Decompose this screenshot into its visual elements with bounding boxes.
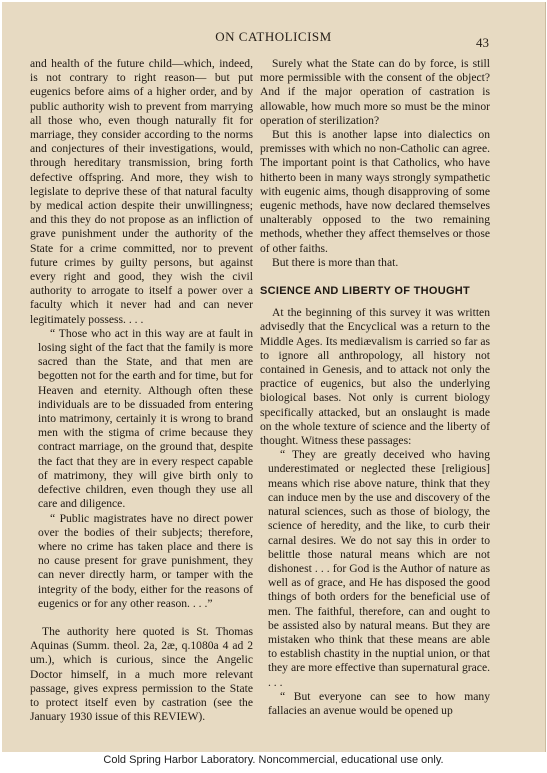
section-heading: SCIENCE AND LIBERTY OF THOUGHT xyxy=(260,285,471,298)
paragraph: and health of the future child—which, indeed, is not contrary to right reason— but put eugenics before aims of a higher order, and by public authority wish to prevent from marrying all those who, even though naturally fit for marriage, they consider according to the norms and conjectures of their investigations, would, through hereditary transmission, bring forth defective offspring. And more, they wish to legislate to deprive these of that natural faculty by medical action despite their unwillingness; and this they do not propose as an infliction of grave punishment under the authority of the State for a crime committed, nor to prevent future crimes by guilty persons, but against every right and good, they wish the civil authority to arrogate to itself a power over a faculty which it never had and can never legitimately possess. . . . xyxy=(30,57,253,326)
paragraph: The authority here quoted is St. Thomas Aquinas (Summ. theol. 2a, 2æ, q.1080a 4 ad 2 um.), which is curious, since the Angelic Doctor himself, in a much more relevant passage, gives express permission to the State to protect itself even by castration (see the January 1930 issue of this REVIEW). xyxy=(30,624,253,724)
page-number: 43 xyxy=(476,35,489,50)
paragraph: “ Public magistrates have no direct power over the bodies of their subjects; therefore, where no crime has taken place and there is no cause present for grave punishment, they can never directly harm, or tamper with the integrity of the body, either for the reasons of eugenics or for any other reason. . . .” xyxy=(38,511,253,610)
paragraph: But this is another lapse into dialectics on premisses with which no non-Catholic can agree. The important point is that Catholics, who have hitherto been in many ways strongly sympathetic with eugenic aims, though disapproving of some eugenic methods, have now declared themselves unalterably opposed to the two remaining methods, whether they affect themselves or those of other faiths. xyxy=(260,128,490,255)
paragraph-gap xyxy=(30,611,253,625)
paragraph: “ They are greatly deceived who having underestimated or neglected these [religious] means which rise above nature, think that they can induce men by the use and discovery of the natural sciences, such as those of biology, the science of heredity, and the like, to curb their carnal desires. We do not say this in order to belittle those natural means which are not dishonest . . . for God is the Author of nature as well as of grace, and He has disposed the good things of both orders for the beneficial use of men. The faithful, therefore, can and ought to be assisted also by natural means. But they are mistaken who think that these means are able to establish chastity in the nuptial union, or that they are more effective than supernatural grace. . . . xyxy=(268,448,490,689)
right-column xyxy=(260,57,490,718)
paragraph: But there is more than that. xyxy=(272,255,399,269)
paragraph: At the beginning of this survey it was written advisedly that the Encyclical was a return to the Middle Ages. Its mediævalism is carried so far as to ignore all anthropology, all history not contained in Genesis, and to attack not only the practice of eugenics, but also the underlying biological bases. Not only is current biology specifically attacked, but an onslaught is made on the whole texture of science and the liberty of thought. Witness these passages: xyxy=(260,306,490,448)
paragraph: “ But everyone can see to how many fallacies an avenue would be opened up xyxy=(268,689,490,717)
attribution-footer: Cold Spring Harbor Laboratory. Noncommercial, educational use only. xyxy=(103,754,444,766)
book-page xyxy=(2,2,546,752)
left-column xyxy=(30,57,253,724)
paragraph: Surely what the State can do by force, is still more permissible with the consent of the object? And if the major operation of castration is allowable, how much more so must be the minor operation of sterilization? xyxy=(260,57,490,127)
paragraph: “ Those who act in this way are at fault in losing sight of the fact that the family is more sacred than the State, and that men are begotten not for the earth and for time, but for Heaven and eternity. Although often these individuals are to be dissuaded from entering into matrimony, certainly it is wrong to brand men with the stigma of crime because they contract marriage, on the ground that, despite the fact that they are in every respect capable of matrimony, they will give birth only to defective children, even though they use all care and diligence. xyxy=(38,326,253,511)
running-header: ON CATHOLICISM xyxy=(215,29,332,44)
